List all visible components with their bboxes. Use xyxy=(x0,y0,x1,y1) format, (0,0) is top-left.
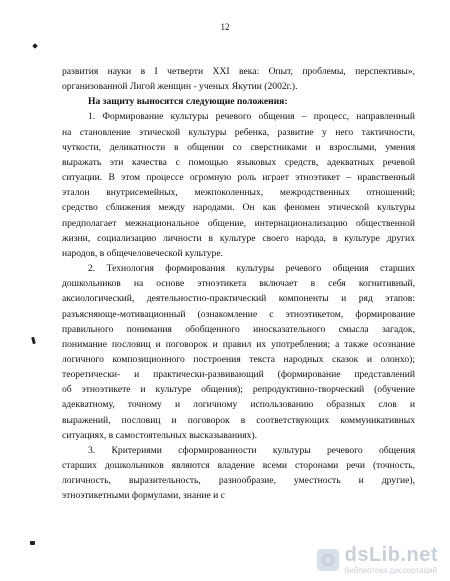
text-line: аксиологический, деятельностно-практический компоненты и ряд этапов: xyxy=(62,293,415,305)
text-line: дошкольников на основе этноэтикета включает в себя когнитивный, xyxy=(62,278,415,290)
text-line: 2. Технология формирования культуры речевого общения старших xyxy=(88,263,415,275)
text-line: выражать эти качества с помощью языковых средств, адекватных речевой xyxy=(62,156,415,168)
text-line: ситуациях, в самостоятельных высказываниях). xyxy=(62,429,258,441)
scan-mark xyxy=(31,337,36,345)
text-line: средство сближения между народами. Он как феномен этической культуры xyxy=(62,202,415,214)
text-line: ситуации. В этом процессе огромную роль играет этноэтикет – нравственный xyxy=(62,172,415,184)
text-line: разъясняюще-мотивационный (ознакомление с этноэтикетом, формирование xyxy=(62,308,415,320)
library-logo-icon xyxy=(317,549,339,571)
text-line: жизни, социализацию личности в культуре своего народа, в культуре других xyxy=(62,232,415,244)
text-line: на становление этической культуры ребенка, развитие у него тактичности, xyxy=(62,126,415,138)
text-line: чуткости, деликатности в общении со сверстниками и взрослыми, умения xyxy=(62,141,415,153)
text-line: об этноэтикете и культуре общения); репродуктивно-творческий (обучение xyxy=(62,384,415,396)
text-line: логичность, выразительность, разнообразие, уместность и другие), xyxy=(62,475,415,487)
text-line: 1. Формирование культуры речевого общения – процесс, направленный xyxy=(88,111,415,123)
text-line: адекватному, точному и логичному использованию образных слов и xyxy=(62,399,415,411)
text-line: На защиту выносятся следующие положения: xyxy=(88,96,288,108)
watermark xyxy=(317,545,438,575)
document-body xyxy=(62,64,415,504)
text-line: предполагает межнациональное общение, интернационализацию общественной xyxy=(62,217,415,229)
watermark-subtitle: библиотека диссертаций xyxy=(344,566,438,575)
text-line: правильного понимания обобщенного иносказательного смысла загадок, xyxy=(62,323,415,335)
text-line: теоретически- и практически-развивающий (формирование представлений xyxy=(62,369,415,381)
text-line: народов, в общечеловеческой культуре. xyxy=(62,247,223,259)
text-line: 3. Критериями сформированности культуры речевого общения xyxy=(88,444,415,456)
text-line: логичного композиционного построения текста народных сказок и олонхо); xyxy=(62,353,415,365)
scan-mark xyxy=(32,43,38,49)
text-line: эталон внутрисемейных, межпоколенных, межродственных отношений; xyxy=(62,187,415,199)
page-number: 12 xyxy=(220,22,230,32)
text-line: понимание пословиц и поговорок и правил их употребления; а также осознание xyxy=(62,338,415,350)
text-line: старших дошкольников являются владение всеми сторонами речи (точность, xyxy=(62,460,415,472)
text-line: этноэтикетными формулами, знание и с xyxy=(62,490,225,502)
watermark-title: dsLib.net xyxy=(344,544,438,566)
scan-mark xyxy=(30,541,35,545)
text-line: организованной Лигой женщин - ученых Якутии (2002г.). xyxy=(62,81,298,93)
text-line: выражений, пословиц и поговорок в соответствующих коммуникативных xyxy=(62,414,415,426)
text-line: развития науки в I четверти XXI века: Опыт, проблемы, перспективы», xyxy=(62,66,415,77)
